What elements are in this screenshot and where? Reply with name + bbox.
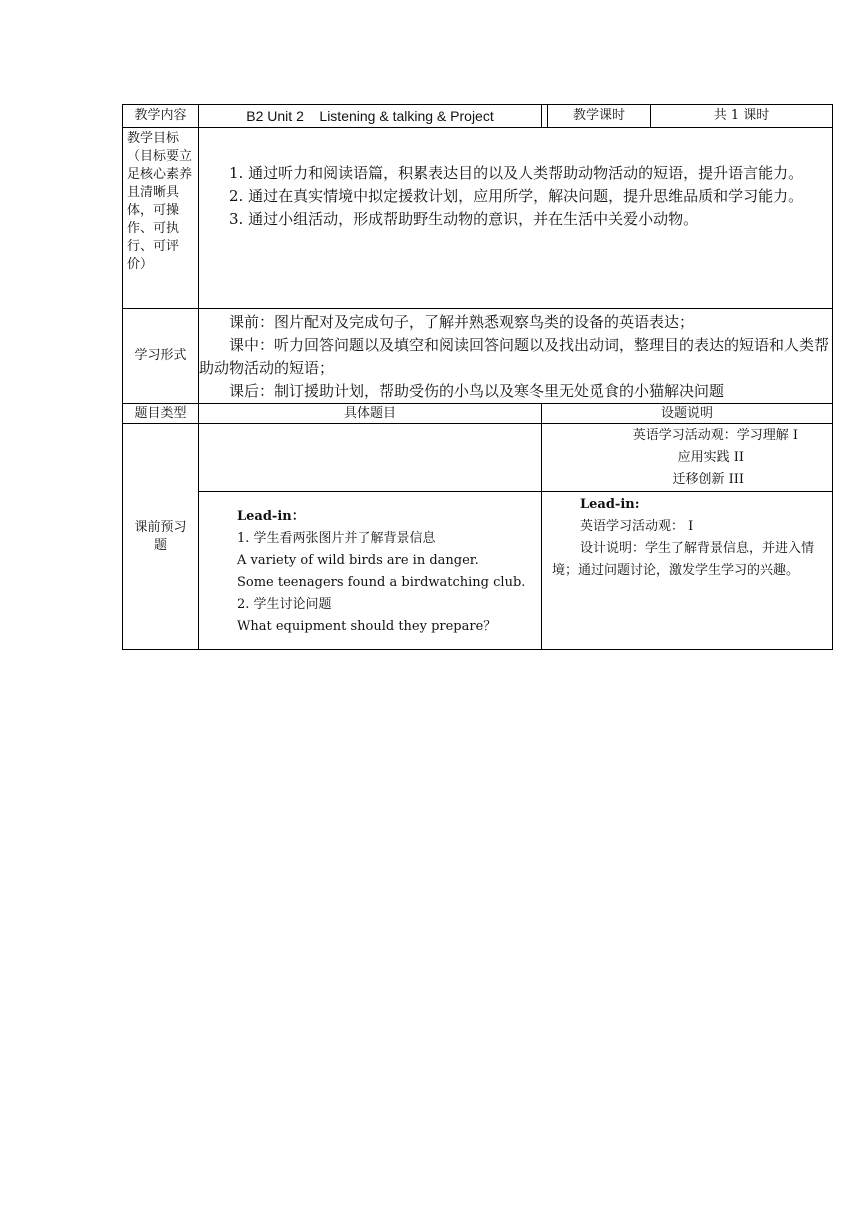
preview-label: 课前预习题 [123,424,199,650]
note-activity: 英语学习活动观： I [580,519,694,534]
leadin-line: What equipment should they prepare？ [237,619,497,634]
level-3: 迁移创新 III [672,472,744,487]
level-1: 英语学习活动观：学习理解 I [632,428,798,443]
learning-form-item: 课中：听力回答问题以及填空和阅读回答问题以及找出动词，整理目的表达的短语和人类帮助动物活动的短语； [199,336,830,377]
note-title: Lead-in: [580,497,640,512]
leadin-line: A variety of wild birds are in danger. [237,553,479,568]
lesson-plan-table [122,104,833,650]
content-label: 教学内容 [123,105,199,128]
content-value: B2 Unit 2 Listening & talking & Project [199,105,542,128]
column-task-header: 具体题目 [199,404,542,424]
leadin-title: Lead-in： [237,509,305,524]
leadin-line: Some teenagers found a birdwatching club. [237,575,526,590]
objective-item: 1. 通过听力和阅读语篇，积累表达目的以及人类帮助动物活动的短语，提升语言能力。 [229,164,804,182]
task-empty-cell [199,424,542,492]
hours-value: 共 1 课时 [651,105,833,128]
objectives-body [199,128,833,309]
leadin-note [542,492,833,650]
learning-form-item: 课后：制订援助计划，帮助受伤的小鸟以及寒冬里无处觅食的小猫解决问题 [229,382,725,400]
learning-form-body [199,309,833,404]
lesson-plan-document [122,104,832,650]
objectives-label: 教学目标（目标要立足核心素养且清晰具体，可操作、可执行、可评价） [123,128,199,309]
leadin-task [199,492,542,650]
leadin-line: 1. 学生看两张图片并了解背景信息 [237,531,436,546]
objective-item: 3. 通过小组活动，形成帮助野生动物的意识，并在生活中关爱小动物。 [229,210,699,228]
levels-legend [542,424,833,492]
column-type-header: 题目类型 [123,404,199,424]
learning-form-item: 课前：图片配对及完成句子，了解并熟悉观察鸟类的设备的英语表达； [229,313,695,331]
learning-form-label: 学习形式 [123,309,199,404]
objective-item: 2. 通过在真实情境中拟定援救计划，应用所学，解决问题，提升思维品质和学习能力。 [229,187,804,205]
column-note-header: 设题说明 [542,404,833,424]
leadin-line: 2. 学生讨论问题 [237,597,332,612]
hours-label: 教学课时 [548,105,651,128]
note-design: 设计说明：学生了解背景信息，并进入情境；通过问题讨论，激发学生学习的兴趣。 [552,541,815,578]
level-2: 应用实践 II [677,450,744,465]
